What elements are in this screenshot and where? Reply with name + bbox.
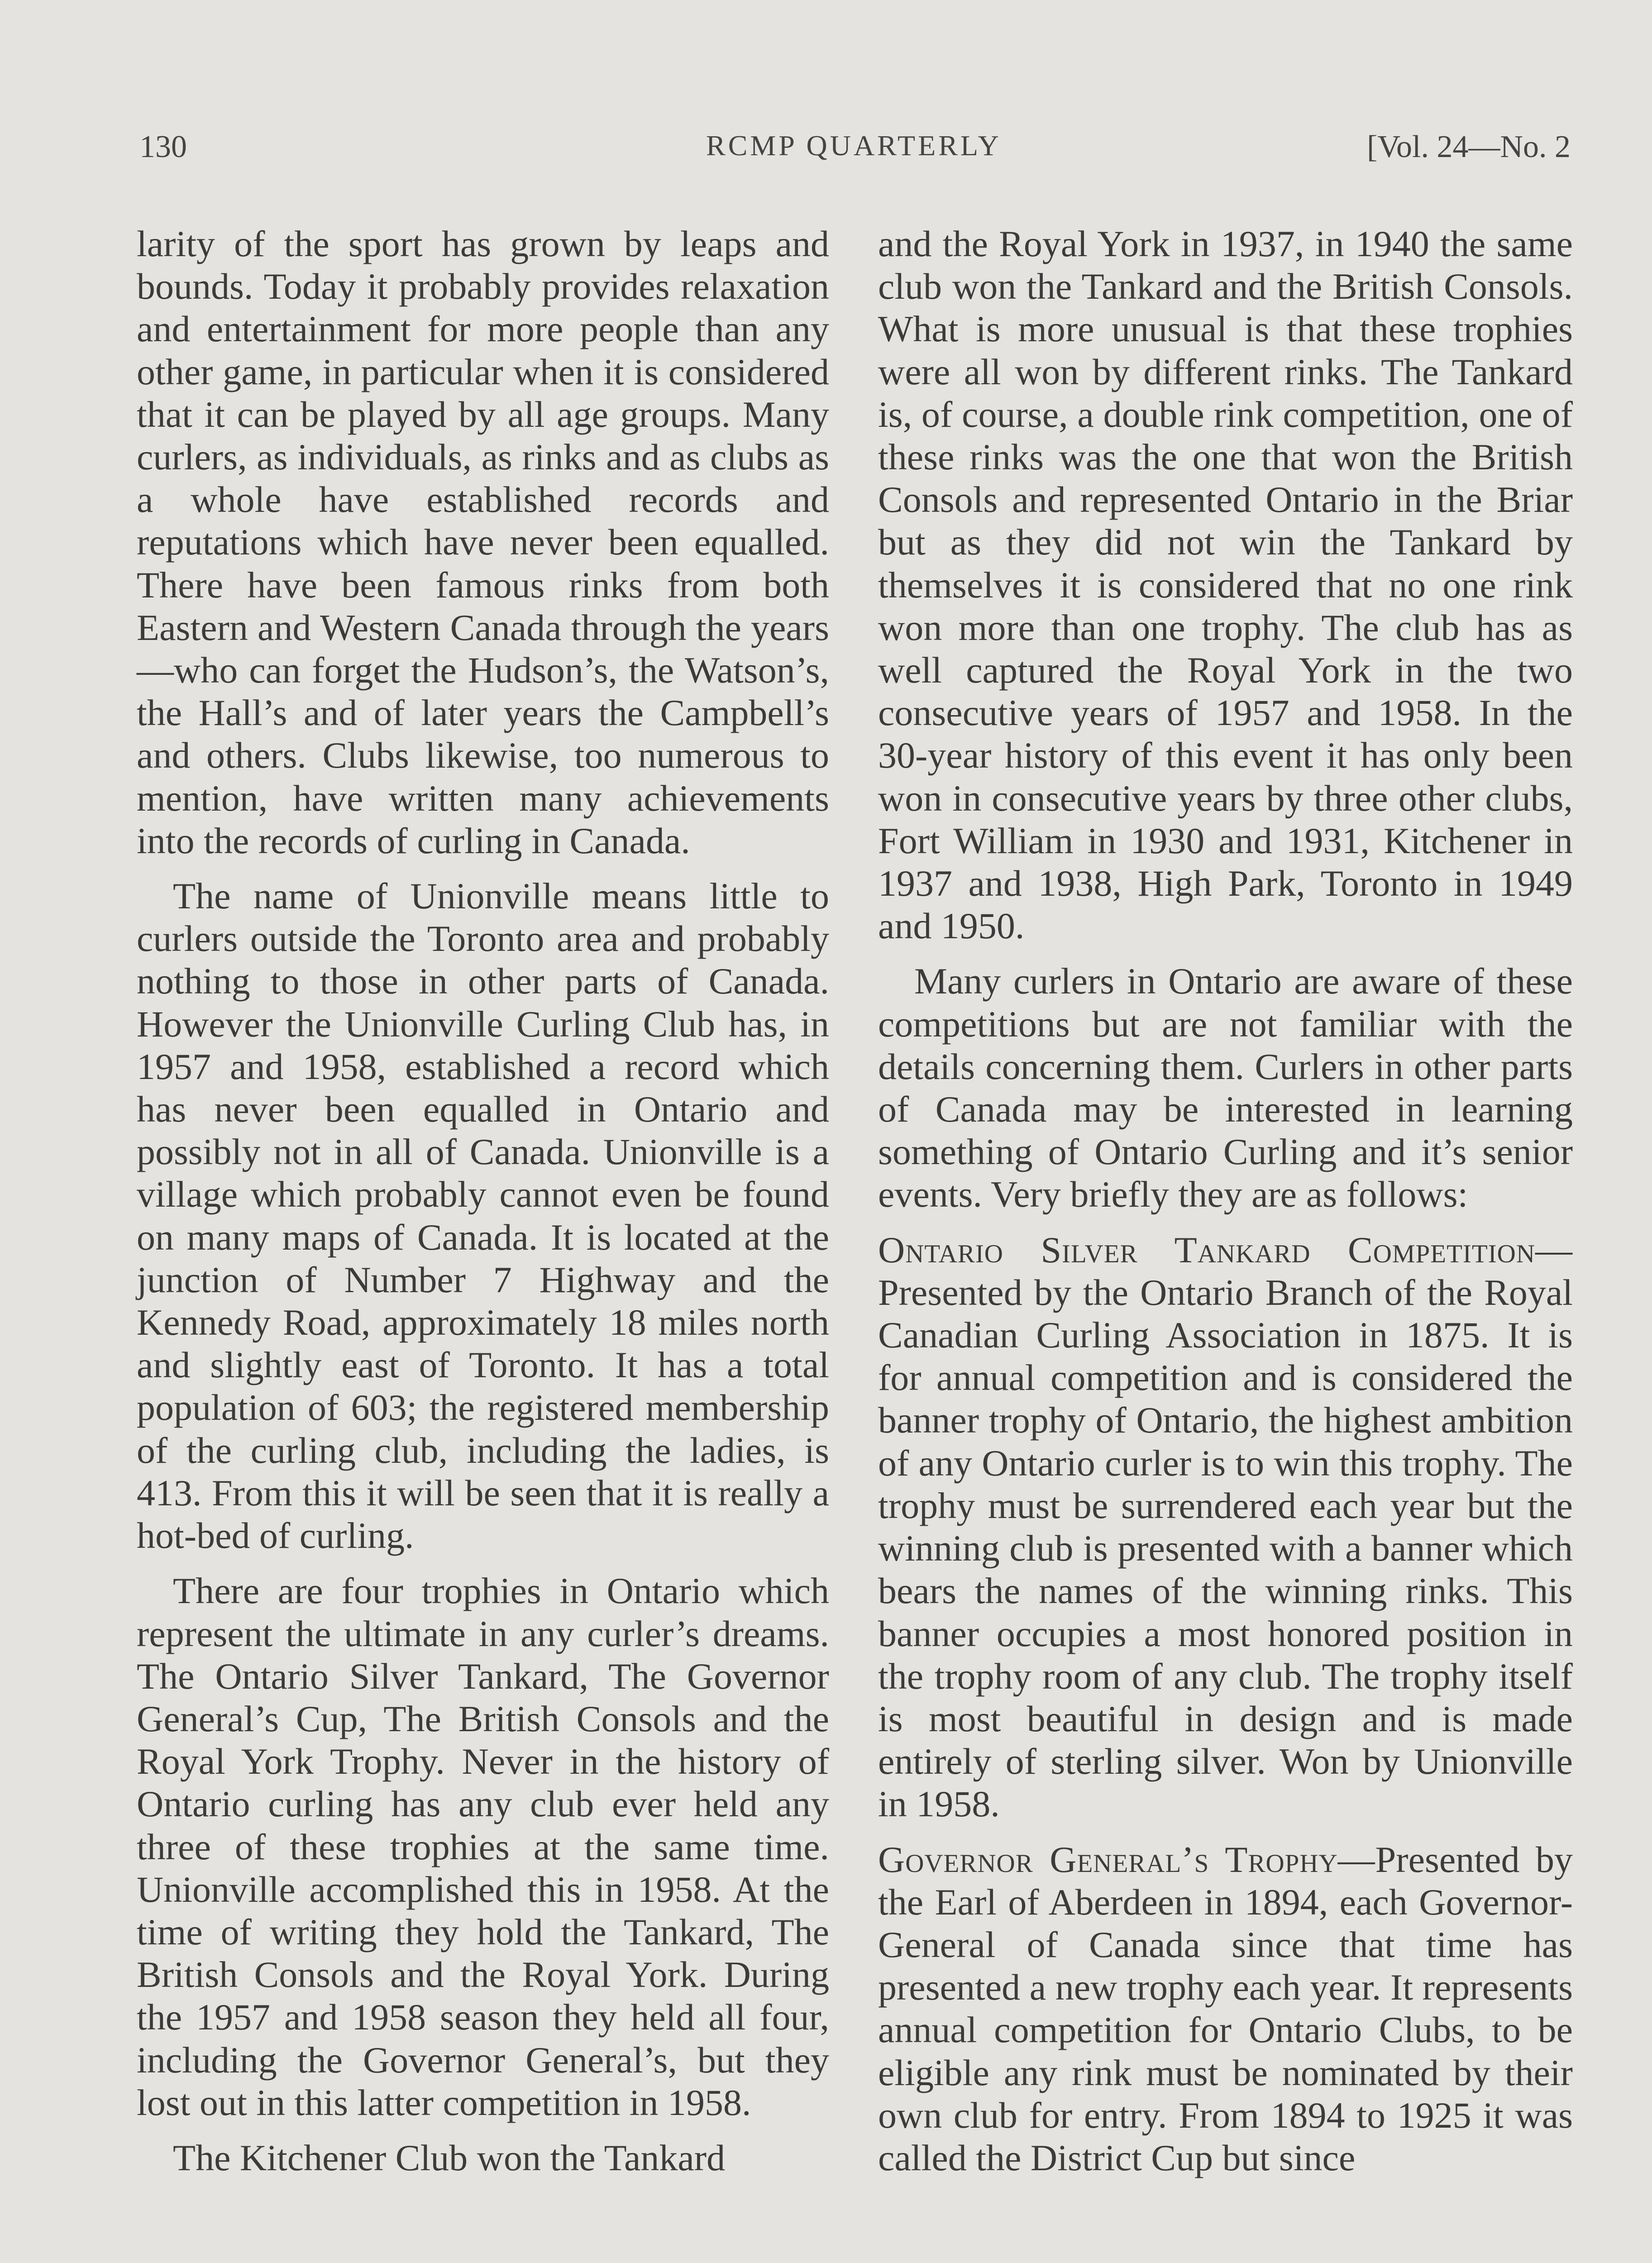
paragraph: larity of the sport has grown by leaps and bounds. Today it probably provides relaxation and entertainment for more people than any other game, in particular when it is considered that it can be played by all age groups. Many curlers, as individuals, as rinks and as clubs as a whole have established records and reputations which have never been equalled. There have been famous rinks from both Eastern and Western Canada through the years—who can forget the Hudson’s, the Watson’s, the Hall’s and of later years the Campbell’s and others. Clubs likewise, too numerous to mention, have written many achievements into the records of curling in Canada.: [137, 223, 829, 861]
trophy-heading: Governor General’s Trophy—: [878, 1838, 1375, 1880]
paragraph: Many curlers in Ontario are aware of these competitions but are not familiar with the details concerning them. Curlers in other parts of Canada may be interested in learning something of Ontario Curling and it’s senior events. Very briefly they are as follows:: [878, 960, 1573, 1215]
left-column: [137, 223, 829, 2192]
trophy-heading: Ontario Silver Tankard Competition—: [878, 1229, 1573, 1270]
paragraph: and the Royal York in 1937, in 1940 the same club won the Tankard and the British Consols. What is more unusual is that these trophies were all won by different rinks. The Tankard is, of course, a double rink competition, one of these rinks was the one that won the British Consols and represented Ontario in the Briar but as they did not win the Tankard by themselves it is considered that no one rink won more than one trophy. The club has as well captured the Royal York in the two consecutive years of 1957 and 1958. In the 30-year history of this event it has only been won in consecutive years by three other clubs, Fort William in 1930 and 1931, Kitchener in 1937 and 1938, High Park, Toronto in 1949 and 1950.: [878, 223, 1573, 947]
paragraph: There are four trophies in Ontario which represent the ultimate in any curler’s dreams. The Ontario Silver Tankard, The Governor General’s Cup, The British Consols and the Royal York Trophy. Never in the history of Ontario curling has any club ever held any three of these trophies at the same time. Unionville accomplished this in 1958. At the time of writing they hold the Tankard, The British Consols and the Royal York. During the 1957 and 1958 season they held all four, including the Governor General’s, but they lost out in this latter competition in 1958.: [137, 1570, 829, 2123]
running-title: RCMP QUARTERLY: [706, 129, 1002, 162]
trophy-text: Presented by the Earl of Aberdeen in 1894, each Governor-General of Canada since that time has presented a new trophy each year. It represents annual competition for Ontario Clubs, to be eligible any rink must be nominated by their own club for entry. From 1894 to 1925 it was called the District Cup but since: [878, 1838, 1573, 2178]
volume-issue: [Vol. 24—No. 2: [1367, 129, 1571, 164]
paragraph: The name of Unionville means little to curlers outside the Toronto area and probably nothing to those in other parts of Canada. However the Unionville Curling Club has, in 1957 and 1958, established a record which has never been equalled in Ontario and possibly not in all of Canada. Unionville is a village which probably cannot even be found on many maps of Canada. It is located at the junction of Number 7 Highway and the Kennedy Road, approximately 18 miles north and slightly east of Toronto. It has a total population of 603; the registered membership of the curling club, including the ladies, is 413. From this it will be seen that it is really a hot-bed of curling.: [137, 875, 829, 1556]
trophy-description: [878, 1838, 1573, 2180]
right-column: [878, 223, 1573, 2192]
trophy-description: [878, 1229, 1573, 1826]
paragraph: The Kitchener Club won the Tankard: [173, 2137, 726, 2178]
page-number: 130: [139, 129, 187, 164]
trophy-text: Presented by the Ontario Branch of the Royal Canadian Curling Association in 1875. It is for annual competition and is considered the banner trophy of Ontario, the highest ambition of any Ontario curler is to win this trophy. The trophy must be surrendered each year but the winning club is presented with a banner which bears the names of the winning rinks. This banner occupies a most honored position in the trophy room of any club. The trophy itself is most beautiful in design and is made entirely of sterling silver. Won by Unionville in 1958.: [878, 1271, 1573, 1825]
